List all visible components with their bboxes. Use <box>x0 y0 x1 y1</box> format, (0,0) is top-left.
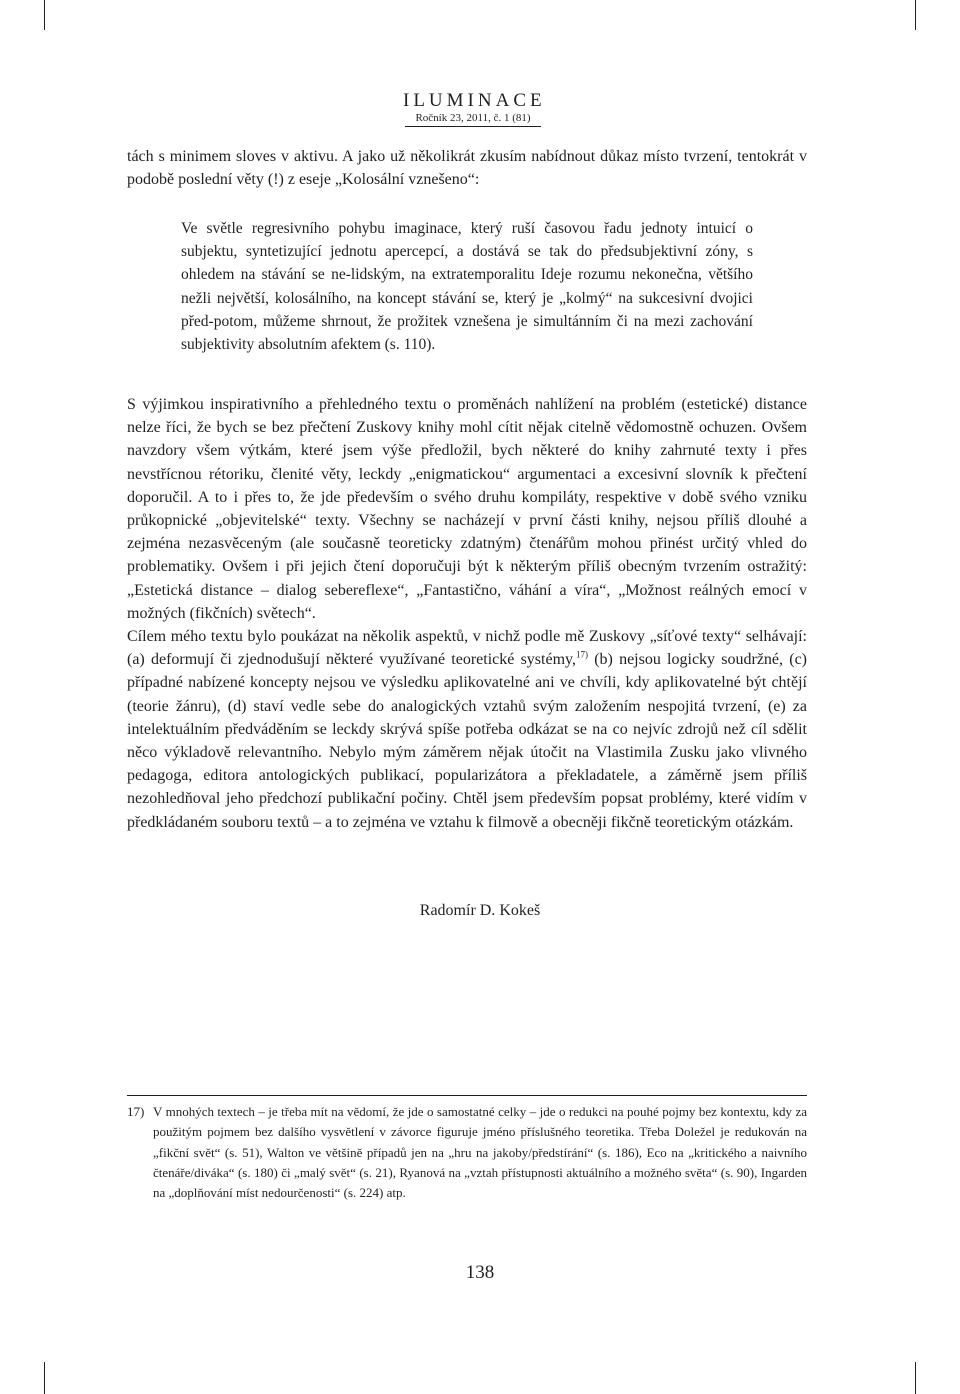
issue-info: Ročník 23, 2011, č. 1 (81) <box>415 112 531 124</box>
footnote-text: V mnohých textech – je třeba mít na vědomí, že jde o samostatné celky – jde o redukci na pouhé pojmy bez kontextu, kdy za použitým pojmem bez dalšího vysvětlení v závorce figuruje jméno příslušného teoretika. Třeba Doležel je redukován na „fikční svět“ (s. 51), Walton ve většině případů jen na „hru na jakoby/předstírání“ (s. 186), Eco na „kritického a naivního čtenáře/diváka“ (s. 180) či „malý svět“ (s. 21), Ryanová na „vztah přístupnosti aktuálního a možného světa“ (s. 90), Ingarden na „doplňování míst nedourčenosti“ (s. 224) atp. <box>153 1104 807 1201</box>
crop-mark-top-left <box>44 0 45 30</box>
main-body <box>127 393 807 834</box>
paragraph-1: S výjimkou inspirativního a přehledného textu o proměnách nahlížení na problém (estetické) distance nelze říci, že bych se bez přečtení Zuskovy knihy mohl cítit nějak citelně vědomostně ochuzen. Ovšem navzdory všem výtkám, které jsem výše předložil, bych některé do knihy zahrnuté texty i přes nevstřícnou rétoriku, členité věty, leckdy „enigmatickou“ argumentaci a excesivní slovník k přečtení doporučil. A to i přes to, že jde především o svého druhu kompiláty, respektive v době svého vzniku průkopnické „objevitelské“ texty. Všechny se nacházejí v první části knihy, nejsou příliš dlouhé a zejména nezasvěceným (ale současně teoreticky zdatným) čtenářům mohou přinést určitý vhled do problematiky. Ovšem i při jejich čtení doporučuji být k některým příliš obecným tvrzením ostražitý: „Estetická distance – dialog sebereflexe“, „Fantastično, váhání a víra“, „Možnost reálných emocí v možných (fikčních) světech“. <box>127 396 807 622</box>
author-signature: Radomír D. Kokeš <box>419 902 541 919</box>
crop-mark-bottom-right <box>915 1362 916 1394</box>
paragraph-2-end: (b) nejsou logicky soudržné, (c) případné nabízené koncepty nejsou ve výsledku aplikovatelné ani ve chvíli, kdy aplikovatelné být chtějí (teorie žánru), (d) staví vedle sebe do analogických vztahů svým založením nespojitá tvrzení, (e) za intelektuálním předváděním se leckdy skrývá spíše potřeba odkázat se na co nejvíc zdrojů než cíl sdělit něco výkladově relevantního. Nebylo mým záměrem nějak útočit na Vlastimila Zusku jako vlivného pedagoga, editora antologických publikací, popularizátora a překladatele, a záměrně jsem příliš nezohledňoval jeho předchozí publikační počiny. Chtěl jsem především popsat problémy, které vidím v předkládaném souboru textů – a to zejména ve vztahu k filmově a obecněji fikčně teoretickým otázkám. <box>127 651 808 831</box>
footnote-number: 17) <box>127 1104 145 1119</box>
page-number: 138 <box>465 1262 495 1283</box>
header-rule <box>405 126 541 127</box>
intro-text: tách s minimem sloves v aktivu. A jako už několikrát zkusím nabídnout důkaz místo tvrzení, tentokrát v podobě poslední věty (!) z eseje „Kolosální vznešeno“: <box>127 148 807 189</box>
quote-text: Ve světle regresivního pohybu imaginace, který ruší časovou řadu jednoty intuicí o subjektu, syntetizující jednotu apercepcí, a dostává se tak do předsubjektivní zóny, s ohledem na stávání se ne-lidským, na extratemporalitu Ideje rozumu nekonečna, většího nežli největší, kolosálního, na koncept stávání se, který je „kolmý“ na sukcesivní dvojici před-potom, můžeme shrnout, že prožitek vznešena je simultánním či na mezi zachování subjektivity absolutním afektem (s. 110). <box>181 220 753 354</box>
journal-title: ILUMINACE <box>403 90 546 111</box>
running-header <box>403 90 546 125</box>
paragraph-2-start: Cílem mého textu bylo poukázat na několik aspektů, v nichž podle mě Zuskovy „síťové texty“ selhávají: (a) deformují či zjednodušují některé využívané teoretické systémy, <box>127 628 807 669</box>
paragraph-2 <box>127 625 807 834</box>
intro-paragraph <box>127 145 807 191</box>
crop-mark-top-right <box>915 0 916 30</box>
footnote-rule <box>127 1095 807 1096</box>
block-quote <box>181 217 753 356</box>
footnote-ref-17[interactable]: 17) <box>575 649 588 660</box>
footnote-17 <box>127 1102 807 1203</box>
crop-mark-bottom-left <box>44 1362 45 1394</box>
